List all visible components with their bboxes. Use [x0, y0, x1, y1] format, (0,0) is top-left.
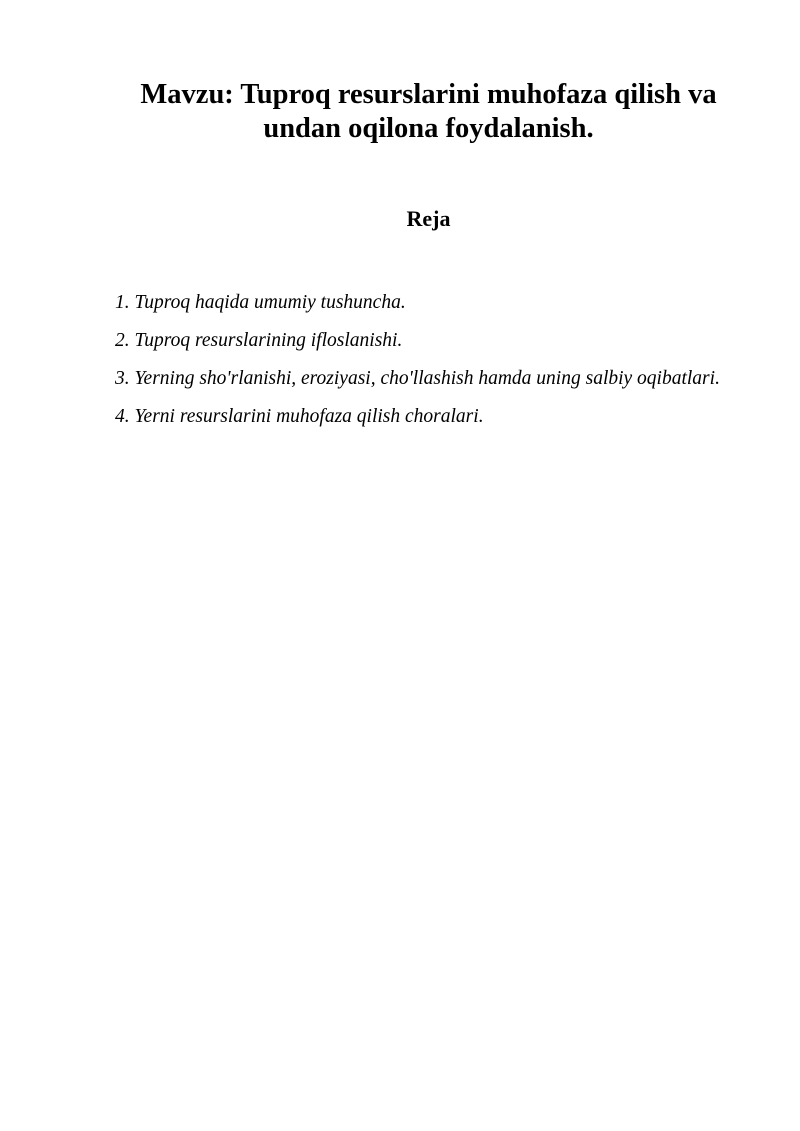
title-line-1: Mavzu: Tuproq resurslarini muhofaza qilish va — [140, 79, 717, 110]
plan-list — [115, 286, 742, 438]
plan-item-1: 1. Tuproq haqida umumiy tushuncha. — [115, 292, 406, 313]
plan-item-2: 2. Tuproq resurslarining ifloslanishi. — [115, 330, 403, 351]
plan-item-3: 3. Yerning sho'rlanishi, eroziyasi, cho'llashish hamda uning salbiy oqibatlari. — [115, 368, 720, 389]
plan-heading: Reja — [406, 206, 451, 231]
title-line-2: undan oqilona foydalanish. — [263, 113, 594, 144]
plan-item-4: 4. Yerni resurslarini muhofaza qilish choralari. — [115, 406, 484, 427]
page-title — [115, 78, 742, 146]
